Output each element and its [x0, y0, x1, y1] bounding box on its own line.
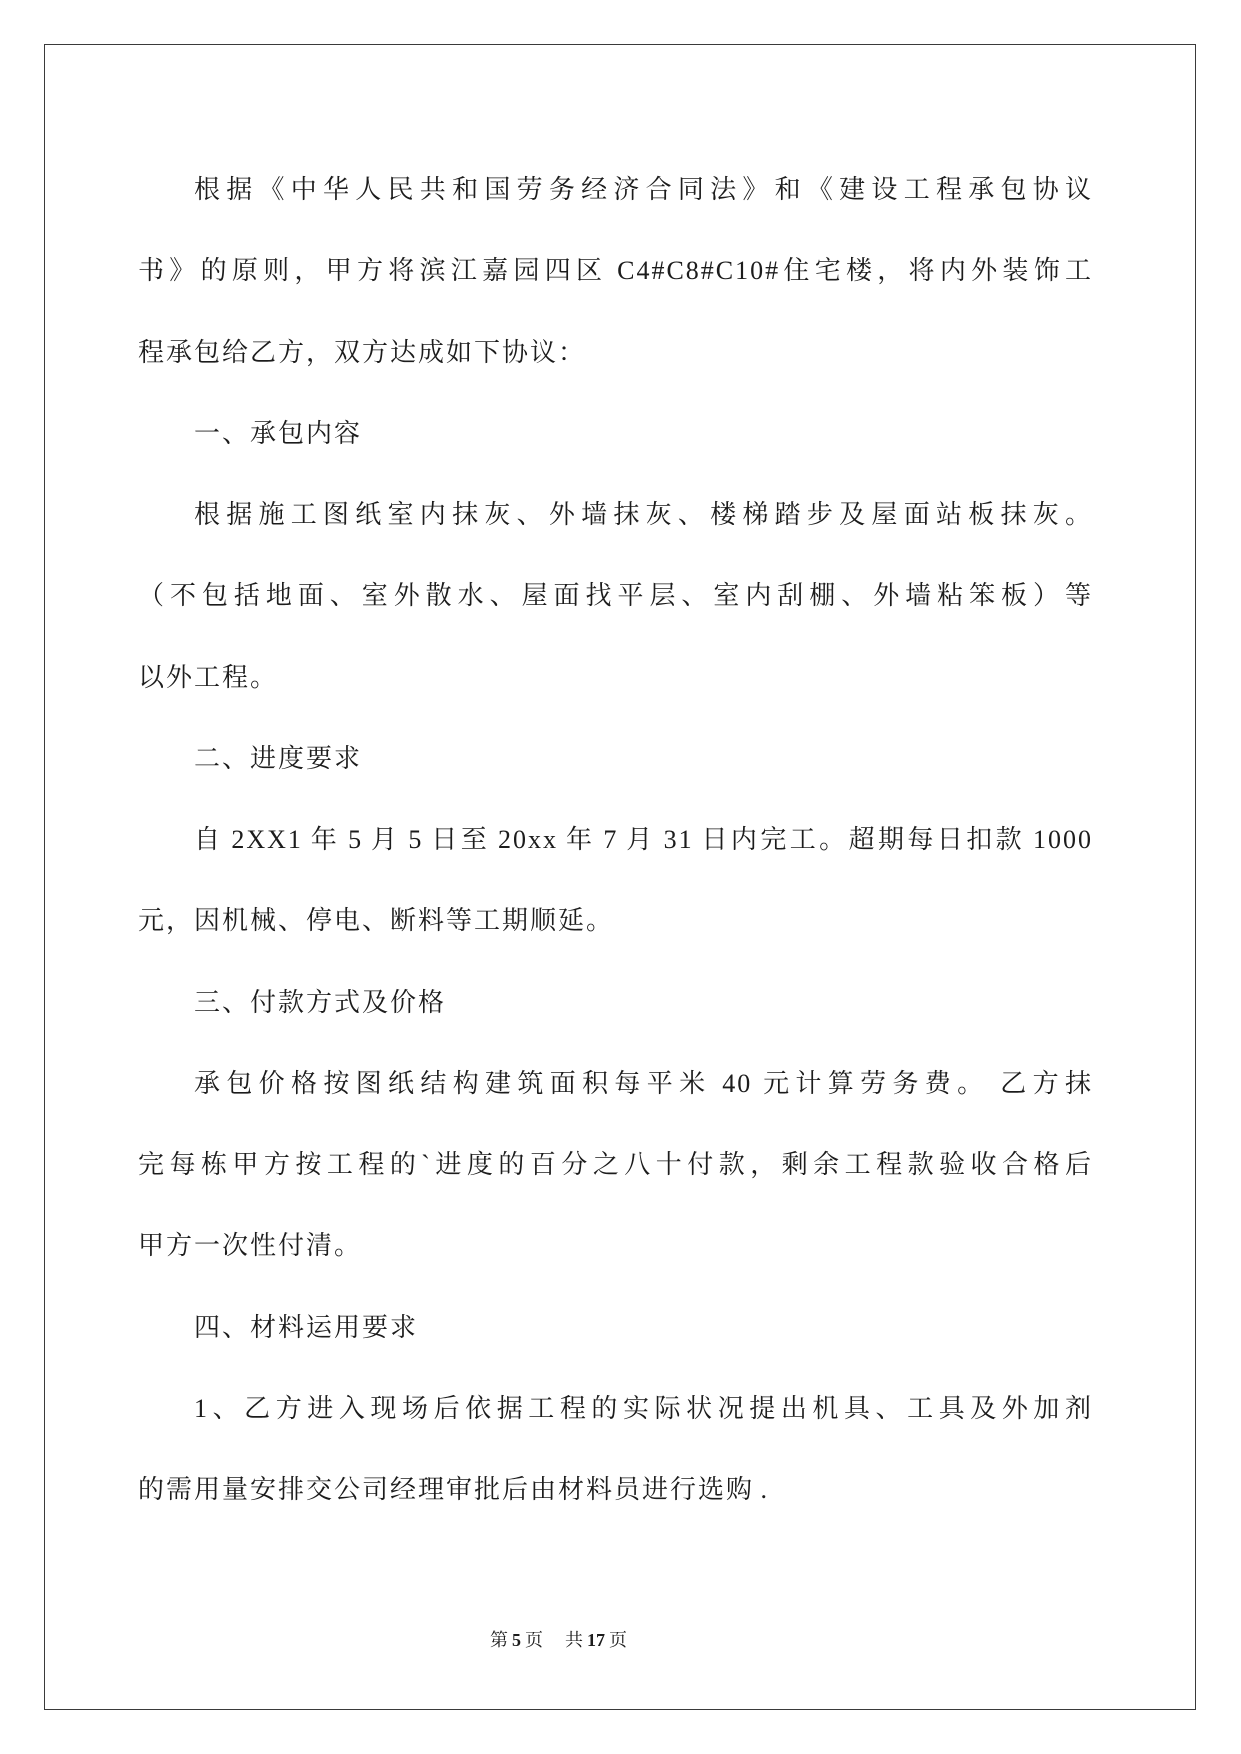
paragraph-line: 自 2XX1 年 5 月 5 日至 20xx 年 7 月 31 日内完工。超期每日扣款 1000 — [194, 825, 1093, 854]
page-total: 17 — [587, 1630, 605, 1650]
page-total-suffix: 页 — [609, 1630, 627, 1650]
section-heading: 一、承包内容 — [194, 418, 363, 448]
page-footer — [490, 1628, 627, 1652]
paragraph-payment — [138, 1043, 1093, 1287]
paragraph-schedule — [138, 799, 1093, 962]
paragraph-line: 根据施工图纸室内抹灰、外墙抹灰、楼梯踏步及屋面站板抹灰。 — [194, 500, 1093, 529]
page-total-prefix: 共 — [565, 1630, 583, 1650]
paragraph-line: 甲方一次性付清。 — [138, 1231, 363, 1261]
paragraph-line: （不包括地面、室外散水、屋面找平层、室内刮棚、外墙粘笨板）等 — [138, 581, 1093, 611]
paragraph-line: 的需用量安排交公司经理审批后由材料员进行选购 . — [138, 1475, 770, 1504]
section-heading: 三、付款方式及价格 — [194, 987, 447, 1017]
page-number-suffix: 页 — [525, 1630, 543, 1650]
paragraph-line: 元，因机械、停电、断料等工期顺延。 — [138, 906, 615, 936]
section-heading-materials — [138, 1287, 1093, 1368]
paragraph-materials — [138, 1368, 1093, 1531]
section-heading-scope — [138, 393, 1093, 474]
page-number: 5 — [512, 1630, 521, 1650]
paragraph-line: 程承包给乙方，双方达成如下协议： — [138, 337, 587, 367]
document-body — [138, 149, 1093, 1530]
section-heading-schedule — [138, 718, 1093, 799]
paragraph-line: 以外工程。 — [138, 662, 279, 692]
paragraph-line: 根据《中华人民共和国劳务经济合同法》和《建设工程承包协议 — [194, 175, 1093, 204]
paragraph-scope — [138, 474, 1093, 718]
paragraph-line: 承包价格按图纸结构建筑面积每平米 40 元计算劳务费。 乙方抹 — [194, 1068, 1093, 1098]
paragraph-line: 完每栋甲方按工程的`进度的百分之八十付款，剩余工程款验收合格后 — [138, 1150, 1093, 1179]
page-number-prefix: 第 — [490, 1630, 508, 1650]
paragraph-intro — [138, 149, 1093, 393]
section-heading: 二、进度要求 — [194, 743, 363, 773]
paragraph-line: 书》的原则，甲方将滨江嘉园四区 C4#C8#C10#住宅楼，将内外装饰工 — [138, 256, 1093, 286]
paragraph-line: 1、乙方进入现场后依据工程的实际状况提出机具、工具及外加剂 — [194, 1393, 1093, 1423]
section-heading-payment — [138, 962, 1093, 1043]
section-heading: 四、材料运用要求 — [194, 1312, 419, 1342]
